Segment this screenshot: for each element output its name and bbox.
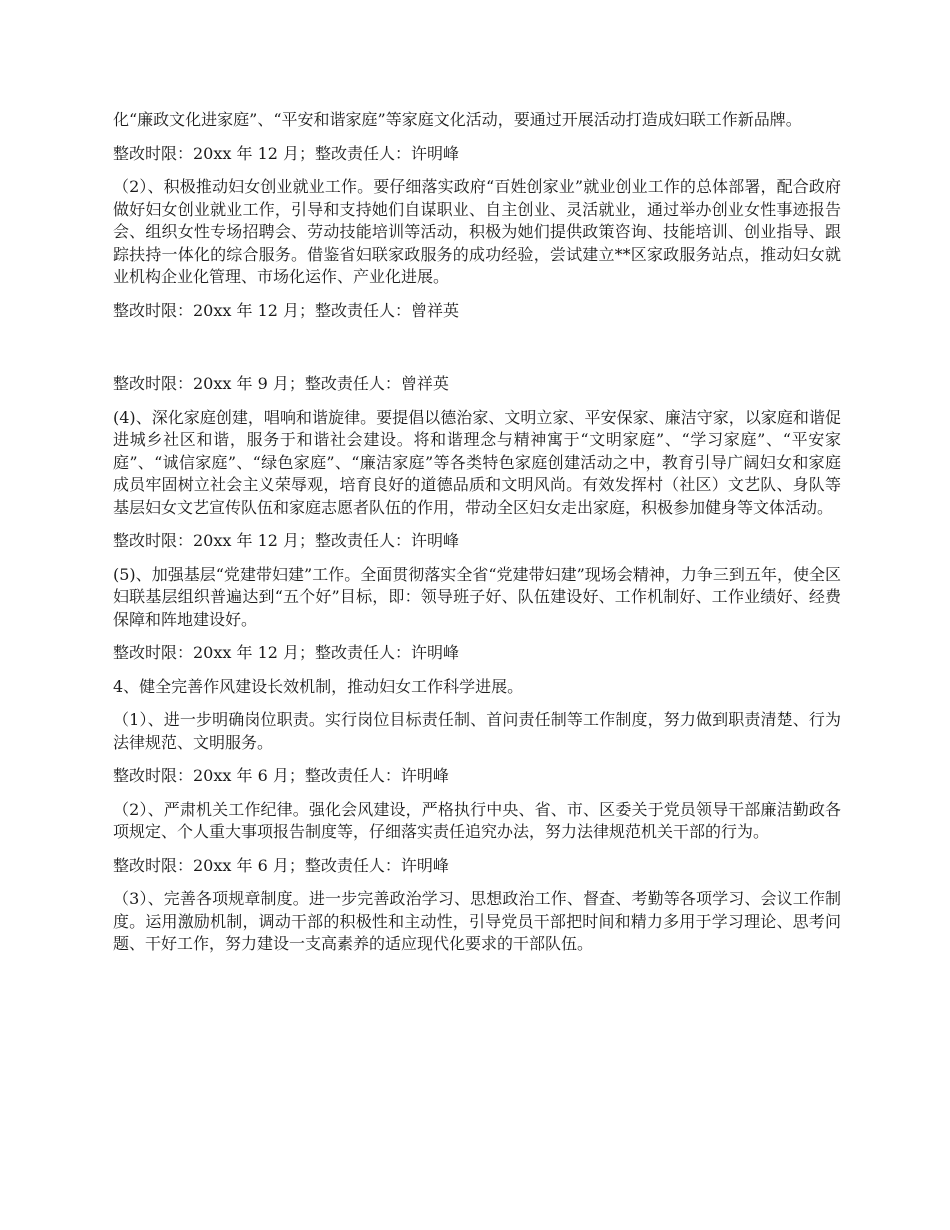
paragraph-subitem-3: （3）、完善各项规章制度。进一步完善政治学习、思想政治工作、督查、考勤等各项学习、会议工作制度。运用激励机制，调动干部的积极性和主动性，引导党员干部把时间和精力多用于学习理论、思考问题、干好工作，努力建设一支高素养的适应现代化要求的干部队伍。: [113, 889, 841, 953]
deadline-line: 整改时限：20xx 年 6 月；整改责任人：许明峰: [113, 855, 449, 875]
deadline-line: 整改时限：20xx 年 12 月；整改责任人：许明峰: [113, 531, 460, 550]
section-heading-4: 4、健全完善作风建设长效机制，推动妇女工作科学进展。: [113, 676, 524, 696]
paragraph-item-4: (4)、深化家庭创建，唱响和谐旋律。要提倡以德治家、文明立家、平安保家、廉洁守家，以家庭和谐促进城乡社区和谐，服务于和谐社会建设。将和谐理念与精神寓于“文明家庭”、“学习家庭”、“平安家庭”、“诚信家庭”、“绿色家庭”、“廉洁家庭”等各类特色家庭创建活动之中，教育引导广阔妇女和家庭成员牢固树立社会主义荣辱观，培育良好的道德品质和文明风尚。有效发挥村（社区）文艺队、身队等基层妇女文艺宣传队伍和家庭志愿者队伍的作用，带动全区妇女走出家庭，积极参加健身等文体活动。: [113, 407, 841, 517]
document-page: [113, 109, 841, 967]
blank-gap: [113, 333, 841, 373]
paragraph-item-5: (5)、加强基层“党建带妇建”工作。全面贯彻落实全省“党建带妇建”现场会精神，力争三到五年，使全区妇联基层组织普遍达到“五个好”目标，即：领导班子好、队伍建设好、工作机制好、工作业绩好、经费保障和阵地建设好。: [113, 564, 841, 629]
deadline-line: 整改时限：20xx 年 12 月；整改责任人：许明峰: [113, 143, 460, 163]
paragraph-item-2: （2）、积极推动妇女创业就业工作。要仔细落实政府“百姓创家业”就业创业工作的总体部署，配合政府做好妇女创业就业工作，引导和支持她们自谋职业、自主创业、灵活就业，通过举办创业女性事迹报告会、组织女性专场招聘会、劳动技能培训等活动，积极为她们提供政策咨询、技能培训、创业指导、跟踪扶持一体化的综合服务。借鉴省妇联家政服务的成功经验，尝试建立**区家政服务站点，推动妇女就业机构企业化管理、市场化运作、产业化进展。: [113, 177, 841, 286]
paragraph-subitem-2: （2）、严肃机关工作纪律。强化会风建设，严格执行中央、省、市、区委关于党员领导干部廉洁勤政各项规定、个人重大事项报告制度等，仔细落实责任追究办法，努力法律规范机关干部的行为。: [113, 799, 841, 841]
deadline-line: 整改时限：20xx 年 12 月；整改责任人：曾祥英: [113, 300, 460, 320]
deadline-line: 整改时限：20xx 年 12 月；整改责任人：许明峰: [113, 643, 460, 662]
paragraph-intro-continuation: 化“廉政文化进家庭”、“平安和谐家庭”等家庭文化活动，要通过开展活动打造成妇联工作新品牌。: [113, 110, 802, 129]
paragraph-subitem-1: （1）、进一步明确岗位职责。实行岗位目标责任制、首问责任制等工作制度，努力做到职责清楚、行为法律规范、文明服务。: [113, 710, 841, 752]
deadline-line: 整改时限：20xx 年 6 月；整改责任人：许明峰: [113, 766, 449, 785]
deadline-line: 整改时限：20xx 年 9 月；整改责任人：曾祥英: [113, 374, 449, 393]
